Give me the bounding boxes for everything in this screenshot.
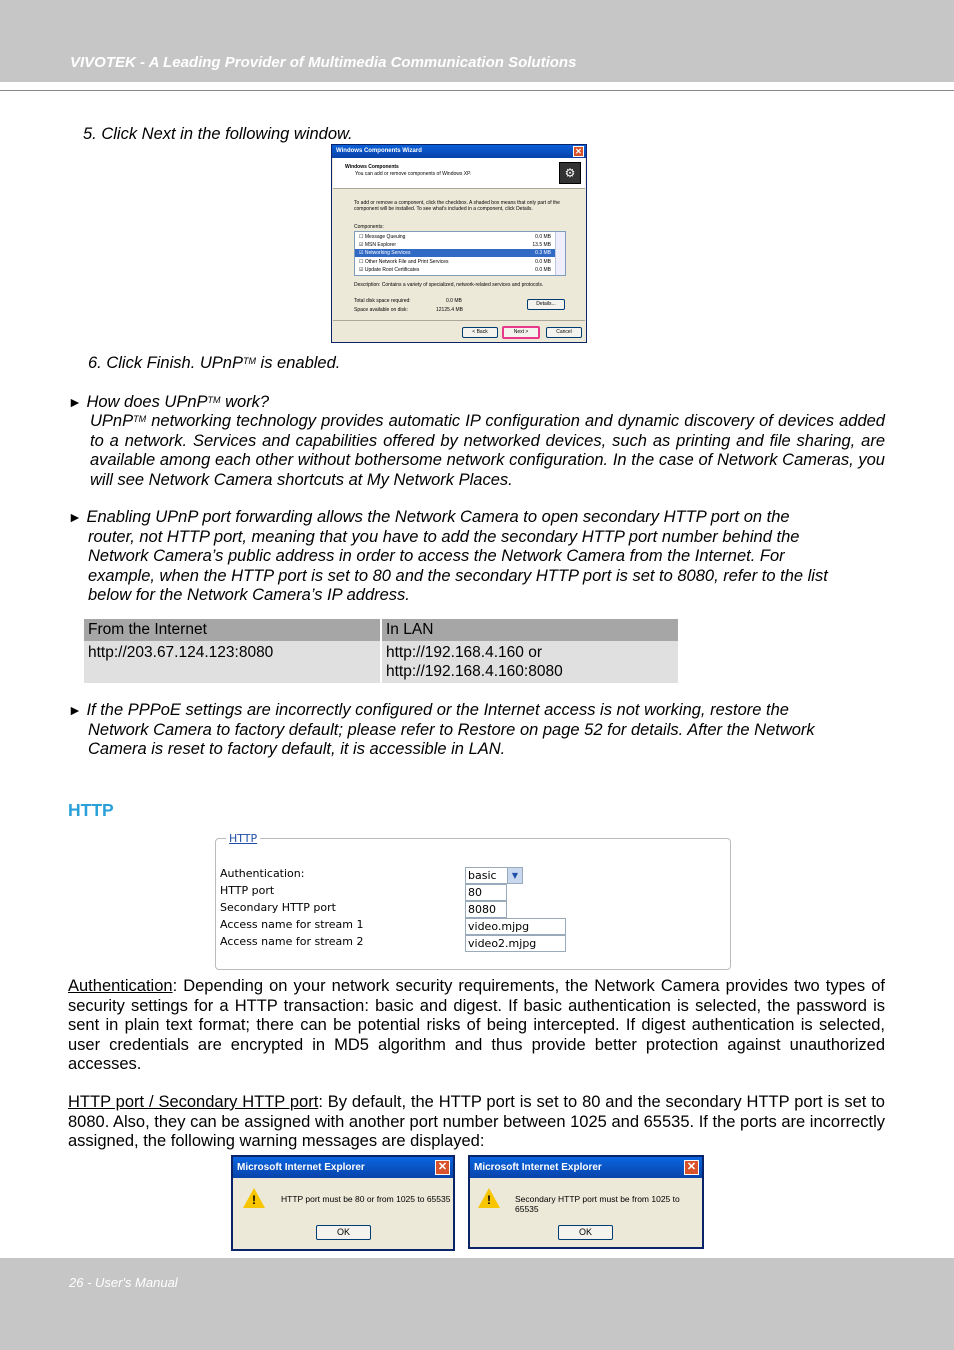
http-port-label: HTTP port xyxy=(220,884,275,897)
http-port-text: : By default, the HTTP port is set to 80 and the secondary HTTP port is set to 8080. Also, they can be assigned with another port number between 1025 and 65535. If the ports are incorrectly assigned, the following warning messages are displayed: xyxy=(68,1093,885,1150)
http-port-input[interactable]: 80 xyxy=(465,884,507,901)
trademark-sup: TM xyxy=(207,395,221,405)
lan-address: http://192.168.4.160 or xyxy=(386,644,542,661)
bullet-line: Camera is reset to factory default, it is accessible in LAN. xyxy=(88,740,506,758)
component-size: 0.0 MB xyxy=(535,259,551,265)
bullet-line: router, not HTTP port, meaning that you have to add the secondary HTTP port number behind the xyxy=(88,527,800,546)
total-disk-value: 0.0 MB xyxy=(446,298,462,304)
table-header: In LAN xyxy=(382,619,678,641)
bullet-title-part: work? xyxy=(220,393,270,411)
ie-warning-dialog-1 xyxy=(231,1155,455,1251)
total-disk-label: Total disk space required: xyxy=(354,298,411,304)
cancel-button[interactable]: Cancel xyxy=(546,327,582,338)
warning-mark: ! xyxy=(252,1193,256,1207)
authentication-text: : Depending on your network security requirements, the Network Camera provides two types of security settings for a HTTP transaction: basic and digest. If basic authentication is selected, the password is sent in plain text format; there can be potential risks of being intercepted. If digest authentication is selected, user credentials are encrypted in MD5 algorithm and thus provide better protection against unauthorized accesses. xyxy=(68,977,885,1073)
space-available-label: Space available on disk: xyxy=(354,307,408,313)
secondary-http-port-label: Secondary HTTP port xyxy=(220,901,336,914)
dialog-titlebar xyxy=(470,1157,702,1178)
authentication-paragraph xyxy=(68,977,885,1075)
bullet-upnp-title xyxy=(68,393,269,413)
list-item[interactable]: ☐ Other Network File and Print Services 0.0 MB xyxy=(359,259,551,265)
ie-warning-dialog-2 xyxy=(468,1155,704,1249)
component-size: 0.0 MB xyxy=(535,267,551,273)
bullet-pppoe xyxy=(68,701,815,760)
bullet-title-part: How does UPnP xyxy=(86,393,208,411)
list-item[interactable]: ☑ Networking Services 0.3 MB xyxy=(355,249,557,257)
details-button[interactable]: Details... xyxy=(527,299,565,310)
panel-title: HTTP xyxy=(226,832,260,845)
list-item[interactable]: ☑ MSN Explorer 13.5 MB xyxy=(359,242,551,248)
bullet-line: If the PPPoE settings are incorrectly configured or the Internet access is not working, restore the xyxy=(86,701,789,719)
component-name: MSN Explorer xyxy=(364,242,396,248)
bullet-body-part: UPnP xyxy=(90,412,134,430)
component-size: 0.0 MB xyxy=(535,234,551,240)
stream1-label: Access name for stream 1 xyxy=(220,918,364,931)
wizard-title: Windows Components Wizard xyxy=(336,148,422,154)
next-button[interactable]: Next > xyxy=(502,326,540,339)
chevron-down-icon[interactable]: ▼ xyxy=(507,868,522,883)
space-available-value: 12125.4 MB xyxy=(436,307,463,313)
page-footer xyxy=(0,1258,954,1350)
close-icon[interactable]: ✕ xyxy=(435,1160,450,1175)
bullet-body-part: networking technology provides automatic IP configuration and dynamic discovery of devices added to a network. Services and capabilities offered by networked devices, such as printing and file sharing, are available among each other without bothersome network configuration. In the case of Network Cameras, you will see Network Camera shortcuts at My Network Places. xyxy=(90,412,885,489)
header-rule xyxy=(0,90,954,91)
footer-page-label: 26 - User's Manual xyxy=(69,1275,178,1290)
bullet-line: below for the Network Camera’s IP address. xyxy=(88,586,410,604)
dialog-title: Microsoft Internet Explorer xyxy=(474,1162,602,1173)
table-header-row xyxy=(84,619,678,641)
lan-address: http://192.168.4.160:8080 xyxy=(386,663,563,680)
component-size: 13.5 MB xyxy=(532,242,551,248)
dialog-titlebar xyxy=(233,1157,453,1178)
authentication-term: Authentication xyxy=(68,977,173,995)
bullet-line: Network Camera to factory default; please refer to Restore on page 52 for details. After the Network xyxy=(88,720,815,739)
step-6-part: is enabled. xyxy=(255,354,341,372)
back-button[interactable]: < Back xyxy=(462,327,498,338)
windows-components-wizard xyxy=(331,144,587,343)
bullet-line: Network Camera’s public address in order to access the Network Camera from the Internet. For xyxy=(88,547,785,565)
stream1-input[interactable]: video.mjpg xyxy=(465,918,566,935)
trademark-sup: TM xyxy=(133,414,147,424)
dialog-title: Microsoft Internet Explorer xyxy=(237,1162,365,1173)
http-port-term: HTTP port / Secondary HTTP port xyxy=(68,1093,319,1111)
step-6-part: 6. Click Finish. UPnP xyxy=(88,354,243,372)
component-size: 0.3 MB xyxy=(535,250,551,256)
warning-mark: ! xyxy=(487,1193,491,1207)
secondary-http-port-input[interactable]: 8080 xyxy=(465,901,507,918)
table-header: From the Internet xyxy=(84,619,380,641)
components-list[interactable] xyxy=(354,231,566,276)
wizard-titlebar xyxy=(332,145,586,158)
trademark-sup: TM xyxy=(242,356,256,366)
section-heading-http: HTTP xyxy=(68,800,114,820)
bullet-arrow-icon: ► xyxy=(68,702,82,718)
authentication-value: basic xyxy=(468,869,497,882)
wizard-description: To add or remove a component, click the checkbox. A shaded box means that only part of the component will be installed. To see what's included in a component, click Details. xyxy=(354,200,560,212)
dialog-message: HTTP port must be 80 or from 1025 to 65535 xyxy=(281,1194,451,1204)
ok-button[interactable]: OK xyxy=(558,1225,613,1240)
bullet-arrow-icon: ► xyxy=(68,509,82,525)
wizard-subheading: You can add or remove components of Windows XP. xyxy=(355,171,472,177)
close-icon[interactable]: ✕ xyxy=(573,146,584,157)
bullet-port-forwarding xyxy=(68,508,828,606)
component-name: Other Network File and Print Services xyxy=(364,259,449,265)
table-cell-lan xyxy=(382,641,678,683)
wizard-banner xyxy=(333,158,585,189)
stream2-label: Access name for stream 2 xyxy=(220,935,364,948)
component-description: Description: Contains a variety of specialized, network-related services and protocols. xyxy=(354,282,544,288)
table-row xyxy=(84,641,678,683)
dialog-message: Secondary HTTP port must be from 1025 to 65535 xyxy=(515,1194,680,1214)
authentication-label: Authentication: xyxy=(220,867,305,880)
list-item[interactable]: ☐ Message Queuing 0.0 MB xyxy=(359,234,551,240)
component-name: Networking Services xyxy=(364,250,411,256)
wizard-heading: Windows Components xyxy=(345,164,399,170)
component-name: Message Queuing xyxy=(364,234,406,240)
authentication-select[interactable] xyxy=(465,867,523,884)
step-6-text xyxy=(88,354,340,374)
list-item[interactable]: ☑ Update Root Certificates 0.0 MB xyxy=(359,267,551,273)
bullet-line: Enabling UPnP port forwarding allows the Network Camera to open secondary HTTP port on the xyxy=(86,508,790,526)
bullet-line: example, when the HTTP port is set to 80 and the secondary HTTP port is set to 8080, refer to the list xyxy=(88,566,828,585)
close-icon[interactable]: ✕ xyxy=(684,1160,699,1175)
address-table xyxy=(82,619,680,683)
stream2-input[interactable]: video2.mjpg xyxy=(465,935,566,952)
table-cell-internet: http://203.67.124.123:8080 xyxy=(84,641,380,683)
step-5-text: 5. Click Next in the following window. xyxy=(83,125,353,143)
component-name: Update Root Certificates xyxy=(364,267,420,273)
wizard-separator xyxy=(333,320,585,321)
page-header xyxy=(0,0,954,82)
components-label: Components: xyxy=(354,224,384,230)
http-settings-panel xyxy=(215,832,731,970)
components-icon: ⚙ xyxy=(559,162,581,184)
bullet-upnp-body xyxy=(90,412,885,490)
http-port-paragraph xyxy=(68,1093,885,1152)
list-scrollbar[interactable] xyxy=(555,232,565,275)
ok-button[interactable]: OK xyxy=(316,1225,371,1240)
bullet-arrow-icon: ► xyxy=(68,394,82,410)
header-title: VIVOTEK - A Leading Provider of Multimedia Communication Solutions xyxy=(70,54,577,71)
